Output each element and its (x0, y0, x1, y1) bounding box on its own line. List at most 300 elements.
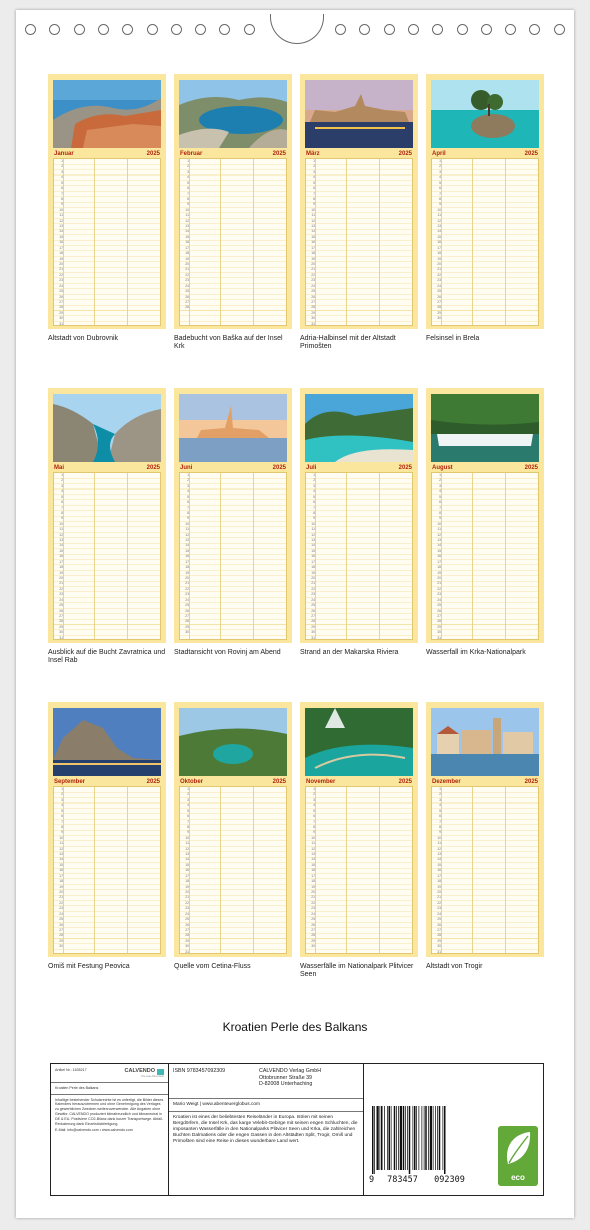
month-photo (179, 394, 287, 462)
day-row: 23 (185, 906, 189, 911)
day-row: 20 (59, 575, 63, 580)
day-row: 1 (61, 159, 63, 163)
day-row (55, 950, 63, 955)
binding-ring (335, 24, 346, 35)
day-row: 21 (311, 895, 315, 900)
day-row: 14 (311, 543, 315, 548)
month-name: April (432, 150, 446, 157)
day-row: 7 (313, 819, 315, 824)
day-row: 14 (437, 543, 441, 548)
day-row: 18 (185, 879, 189, 884)
month-name: November (306, 778, 336, 785)
day-row: 10 (185, 207, 189, 212)
day-row: 27 (59, 299, 63, 304)
day-row: 14 (311, 229, 315, 234)
day-row: 23 (185, 278, 189, 283)
day-row: 9 (313, 516, 315, 521)
day-row: 11 (59, 213, 63, 218)
month-name: August (432, 464, 453, 471)
month-dezember (426, 702, 544, 971)
day-row: 28 (185, 933, 189, 938)
day-row: 4 (61, 489, 63, 494)
day-row: 20 (311, 889, 315, 894)
day-row: 25 (311, 603, 315, 608)
day-row: 2 (61, 478, 63, 483)
day-row: 21 (59, 895, 63, 900)
barcode-bar (377, 1106, 379, 1170)
day-row: 19 (185, 256, 189, 261)
day-row: 1 (313, 159, 315, 163)
day-row: 13 (437, 852, 441, 857)
day-row: 24 (59, 597, 63, 602)
publisher-street: Ottobrunner Straße 39 (259, 1074, 312, 1081)
day-row: 12 (59, 532, 63, 537)
binding-ring (529, 24, 540, 35)
day-row: 21 (437, 267, 441, 272)
day-row: 10 (311, 521, 315, 526)
barcode-bar (372, 1106, 374, 1174)
month-caption: Wasserfälle im Nationalpark Plitvicer Seen (300, 963, 414, 979)
month-header (305, 149, 413, 158)
day-row: 31 (59, 635, 63, 640)
day-row: 30 (59, 316, 63, 321)
month-card (300, 388, 418, 643)
barcode-digit-left: 9 (369, 1175, 375, 1185)
day-row: 14 (59, 857, 63, 862)
month-card (48, 74, 166, 329)
day-row: 7 (439, 191, 441, 196)
day-row: 5 (187, 808, 189, 813)
day-row: 22 (311, 900, 315, 905)
barcode-bar (435, 1106, 436, 1170)
day-row: 30 (311, 944, 315, 949)
month-photo (305, 80, 413, 148)
day-row: 8 (187, 510, 189, 515)
description-text: Kroatien ist eines der beliebtesten Reiseländer in Europa. Istrien mit seinen Bergdörfern, die Insel Krk, das karge Velebit-Gebirge mit seinen engen Schluchten, die imposanten Wasserfälle in den Nationalparks Plitvicer Seen und Krka, die zahlreichen Buchten Dalmatiens oder die engen Gassen in den Altstädten Split, Trogir, Omiš und Primošten sind eine Reise in dieses wunderbare Land wert. (173, 1114, 358, 1144)
day-row: 18 (59, 251, 63, 256)
day-row: 28 (311, 305, 315, 310)
day-row: 27 (185, 613, 189, 618)
eco-badge (498, 1126, 538, 1186)
day-row: 5 (439, 180, 441, 185)
day-grid (431, 472, 539, 640)
day-grid (179, 472, 287, 640)
day-row: 12 (59, 218, 63, 223)
binding-ring (219, 24, 230, 35)
day-row: 6 (313, 500, 315, 505)
day-row: 5 (61, 808, 63, 813)
day-row: 26 (311, 608, 315, 613)
day-row: 8 (61, 196, 63, 201)
day-row: 21 (185, 895, 189, 900)
month-header (179, 777, 287, 786)
day-row: 13 (185, 852, 189, 857)
day-row: 25 (311, 917, 315, 922)
month-photo (179, 80, 287, 148)
barcode-bar (405, 1106, 406, 1170)
binding-ring (384, 24, 395, 35)
calendar-page (16, 10, 574, 1218)
month-year: 2025 (272, 464, 286, 471)
day-row: 27 (311, 299, 315, 304)
day-row: 5 (61, 180, 63, 185)
day-row: 1 (439, 787, 441, 791)
barcode-bar (414, 1106, 416, 1170)
month-name: Juli (306, 464, 317, 471)
month-header (53, 463, 161, 472)
day-grid (53, 472, 161, 640)
day-row: 6 (439, 500, 441, 505)
binding-ring (244, 24, 255, 35)
day-row: 3 (61, 797, 63, 802)
day-row: 2 (313, 792, 315, 797)
day-row: 6 (61, 186, 63, 191)
month-photo (431, 394, 539, 462)
month-photo (179, 708, 287, 776)
day-row: 15 (59, 862, 63, 867)
month-photo (53, 708, 161, 776)
day-row: 11 (59, 841, 63, 846)
binding-ring (147, 24, 158, 35)
month-februar (174, 74, 292, 352)
day-row: 4 (61, 803, 63, 808)
day-row: 16 (437, 868, 441, 873)
month-photo (53, 80, 161, 148)
barcode-bar (400, 1106, 402, 1170)
day-row: 18 (59, 879, 63, 884)
day-row: 19 (311, 570, 315, 575)
day-row: 17 (185, 873, 189, 878)
day-row: 12 (437, 846, 441, 851)
day-row: 3 (439, 797, 441, 802)
day-row: 23 (311, 278, 315, 283)
day-row: 1 (313, 473, 315, 477)
month-header (431, 149, 539, 158)
day-row: 7 (313, 505, 315, 510)
day-row: 18 (311, 879, 315, 884)
day-row: 30 (437, 944, 441, 949)
day-row: 19 (437, 570, 441, 575)
month-header (53, 149, 161, 158)
day-row: 5 (61, 494, 63, 499)
month-name: Oktober (180, 778, 204, 785)
day-row: 16 (185, 554, 189, 559)
day-row: 6 (187, 814, 189, 819)
day-row: 20 (59, 889, 63, 894)
day-row: 30 (59, 944, 63, 949)
day-row: 1 (439, 159, 441, 163)
day-row: 21 (59, 581, 63, 586)
barcode-bar (391, 1106, 392, 1170)
day-row: 29 (185, 624, 189, 629)
day-row: 28 (437, 933, 441, 938)
day-row: 28 (185, 305, 189, 310)
month-card (174, 74, 292, 329)
product-info-box (50, 1063, 544, 1196)
day-row: 23 (59, 906, 63, 911)
day-row: 29 (59, 310, 63, 315)
barcode-bar (409, 1106, 411, 1174)
day-row: 22 (311, 272, 315, 277)
day-row: 17 (311, 245, 315, 250)
contact-text: E-Mail: info@calvendo.com • www.calvendo.com (55, 1127, 133, 1132)
month-year: 2025 (398, 150, 412, 157)
day-row: 18 (437, 565, 441, 570)
month-caption: Adria-Halbinsel mit der Altstadt Primošten (300, 335, 396, 351)
day-row: 4 (187, 175, 189, 180)
day-row: 18 (311, 565, 315, 570)
barcode-bar (430, 1106, 432, 1170)
day-row: 24 (311, 597, 315, 602)
barcode-bar (374, 1106, 375, 1174)
day-row: 21 (185, 267, 189, 272)
month-photo (305, 708, 413, 776)
day-row: 4 (313, 489, 315, 494)
day-row: 24 (185, 283, 189, 288)
month-card (426, 74, 544, 329)
day-row: 3 (313, 483, 315, 488)
calvendo-logo: CALVENDO Die neue Dimension (124, 1068, 164, 1079)
day-row: 28 (311, 933, 315, 938)
day-row: 19 (59, 256, 63, 261)
day-row: 24 (185, 597, 189, 602)
day-row: 11 (185, 213, 189, 218)
day-row: 26 (437, 922, 441, 927)
day-row: 6 (313, 186, 315, 191)
month-name: März (306, 150, 320, 157)
binding-ring (98, 24, 109, 35)
month-year: 2025 (398, 464, 412, 471)
binding-ring (481, 24, 492, 35)
day-row: 28 (437, 305, 441, 310)
day-row: 8 (439, 824, 441, 829)
day-row: 17 (437, 245, 441, 250)
day-row: 23 (437, 278, 441, 283)
day-row: 3 (61, 483, 63, 488)
day-row: 1 (439, 473, 441, 477)
day-row: 27 (437, 927, 441, 932)
day-row: 18 (437, 879, 441, 884)
day-grid (53, 786, 161, 954)
day-row: 9 (187, 830, 189, 835)
day-row: 5 (313, 494, 315, 499)
month-card (48, 388, 166, 643)
day-row: 22 (437, 272, 441, 277)
binding-ring (25, 24, 36, 35)
day-row: 27 (437, 299, 441, 304)
month-card (426, 388, 544, 643)
month-photo (305, 394, 413, 462)
binding-ring (195, 24, 206, 35)
day-row: 31 (437, 949, 441, 954)
month-caption: Altstadt von Dubrovnik (48, 335, 119, 342)
barcode-bar (403, 1106, 405, 1170)
day-row: 24 (311, 911, 315, 916)
day-row: 11 (437, 527, 441, 532)
day-row: 31 (59, 321, 63, 326)
day-row: 28 (59, 619, 63, 624)
day-row: 25 (437, 289, 441, 294)
day-grid (179, 158, 287, 326)
day-row: 20 (185, 575, 189, 580)
day-grid (53, 158, 161, 326)
month-year: 2025 (524, 150, 538, 157)
day-row: 2 (313, 164, 315, 169)
month-juni (174, 388, 292, 657)
month-header (305, 463, 413, 472)
month-card (300, 702, 418, 957)
eco-label: eco (511, 1173, 525, 1182)
day-row: 23 (437, 592, 441, 597)
day-row: 11 (185, 841, 189, 846)
day-row: 30 (59, 630, 63, 635)
month-year: 2025 (524, 464, 538, 471)
day-row: 1 (61, 473, 63, 477)
day-row: 26 (311, 922, 315, 927)
day-row: 31 (311, 635, 315, 640)
day-row: 11 (437, 213, 441, 218)
month-november (300, 702, 418, 980)
day-row: 19 (59, 884, 63, 889)
day-row: 12 (185, 218, 189, 223)
binding-ring (408, 24, 419, 35)
day-row: 8 (439, 510, 441, 515)
barcode-bar (416, 1106, 417, 1170)
day-row: 12 (59, 846, 63, 851)
day-row: 28 (59, 305, 63, 310)
day-row: 14 (311, 857, 315, 862)
month-caption: Badebucht von Baška auf der Insel Krk (174, 335, 283, 351)
day-row: 12 (185, 532, 189, 537)
month-name: Februar (180, 150, 203, 157)
month-januar (48, 74, 166, 343)
day-row: 8 (187, 824, 189, 829)
day-row: 17 (311, 873, 315, 878)
month-september (48, 702, 166, 971)
barcode-bar (444, 1106, 446, 1174)
day-row: 6 (439, 186, 441, 191)
day-row: 30 (437, 630, 441, 635)
day-row: 1 (187, 473, 189, 477)
binding-ring (457, 24, 468, 35)
month-name: Mai (54, 464, 65, 471)
day-row: 28 (311, 619, 315, 624)
day-row: 27 (437, 613, 441, 618)
day-row: 25 (59, 603, 63, 608)
day-row: 26 (59, 608, 63, 613)
month-caption: Wasserfall im Krka-Nationalpark (426, 649, 526, 656)
day-grid (431, 786, 539, 954)
day-row: 17 (437, 559, 441, 564)
day-row: 26 (437, 294, 441, 299)
day-row: 27 (185, 927, 189, 932)
day-row: 3 (439, 169, 441, 174)
day-row: 23 (59, 278, 63, 283)
day-row: 9 (313, 830, 315, 835)
day-row: 13 (59, 538, 63, 543)
day-row: 12 (437, 218, 441, 223)
day-row: 15 (185, 548, 189, 553)
day-row: 14 (59, 543, 63, 548)
day-row: 31 (185, 949, 189, 954)
day-row: 22 (311, 586, 315, 591)
day-row: 21 (311, 581, 315, 586)
barcode-bar (425, 1106, 427, 1170)
month-year: 2025 (272, 778, 286, 785)
day-row: 25 (185, 917, 189, 922)
day-row: 4 (187, 803, 189, 808)
day-row: 7 (439, 819, 441, 824)
month-card (426, 702, 544, 957)
day-row: 9 (313, 202, 315, 207)
barcode-bar (433, 1106, 434, 1170)
day-row: 13 (59, 224, 63, 229)
day-row: 5 (439, 494, 441, 499)
day-row: 17 (185, 559, 189, 564)
day-row: 16 (311, 240, 315, 245)
day-row: 3 (187, 797, 189, 802)
day-row: 29 (311, 938, 315, 943)
day-row: 11 (311, 213, 315, 218)
day-row: 7 (61, 819, 63, 824)
day-row: 24 (437, 911, 441, 916)
day-row: 8 (313, 510, 315, 515)
publisher-city: D-82008 Unterhaching (259, 1081, 313, 1088)
day-row: 20 (437, 261, 441, 266)
info-column-legal (51, 1064, 169, 1195)
day-row: 3 (439, 483, 441, 488)
month-caption: Altstadt von Trogir (426, 963, 483, 970)
day-row: 11 (437, 841, 441, 846)
day-row: 25 (59, 289, 63, 294)
day-row: 16 (437, 240, 441, 245)
month-year: 2025 (272, 150, 286, 157)
day-row: 21 (311, 267, 315, 272)
day-row: 8 (313, 196, 315, 201)
day-row: 27 (59, 613, 63, 618)
day-row: 6 (61, 814, 63, 819)
binding-ring (171, 24, 182, 35)
day-row: 18 (185, 565, 189, 570)
day-row: 27 (311, 927, 315, 932)
day-row: 15 (311, 548, 315, 553)
month-august (426, 388, 544, 657)
day-row: 14 (59, 229, 63, 234)
day-row: 26 (311, 294, 315, 299)
day-row: 13 (185, 224, 189, 229)
day-row: 21 (59, 267, 63, 272)
day-row: 25 (437, 917, 441, 922)
day-row: 30 (185, 944, 189, 949)
day-row: 26 (185, 294, 189, 299)
day-row: 1 (313, 787, 315, 791)
day-row: 26 (185, 608, 189, 613)
day-row: 10 (185, 521, 189, 526)
day-row: 3 (61, 169, 63, 174)
barcode-bar (419, 1106, 420, 1170)
day-row: 16 (311, 554, 315, 559)
day-row: 30 (311, 316, 315, 321)
day-row: 22 (59, 586, 63, 591)
barcode-bar (380, 1106, 381, 1170)
day-row: 16 (59, 868, 63, 873)
day-row: 15 (311, 234, 315, 239)
day-row: 31 (437, 635, 441, 640)
day-row: 9 (61, 830, 63, 835)
day-row: 27 (311, 613, 315, 618)
day-row: 2 (61, 164, 63, 169)
day-row: 29 (59, 624, 63, 629)
